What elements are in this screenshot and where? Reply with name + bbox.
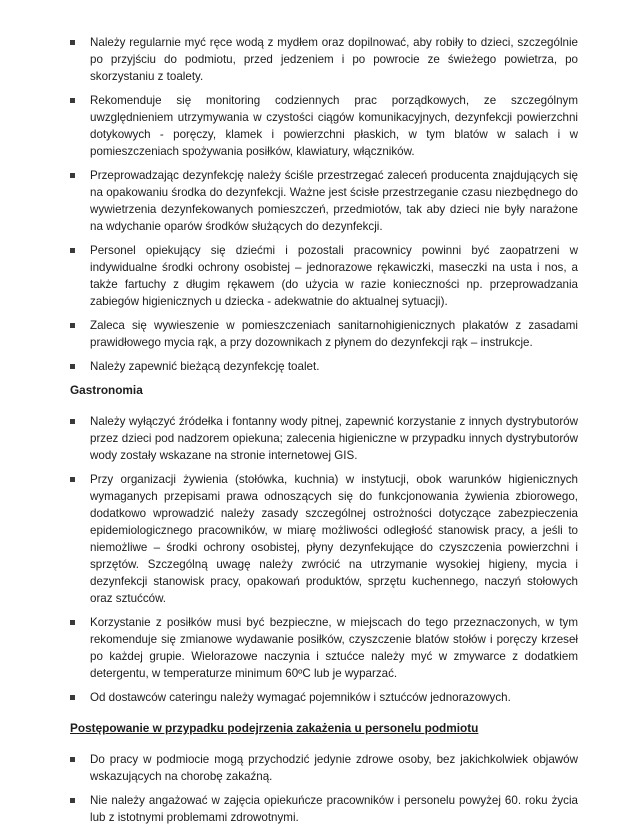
list-item: Należy wyłączyć źródełka i fontanny wody pitnej, zapewnić korzystanie z innych dystrybutorów przez dzieci pod nadzorem opiekuna; zalecenia higieniczne w przypadku innych dystrybutorów wody zostały wskazane na stronie internetowej GIS. [0,413,640,464]
hygiene-list [0,34,640,375]
list-item: Do pracy w podmiocie mogą przychodzić jedynie zdrowe osoby, bez jakichkolwiek objawów wskazujących na chorobę zakaźną. [0,751,640,785]
bullet-icon [70,620,75,625]
bullet-icon [70,757,75,762]
list-item: Personel opiekujący się dziećmi i pozostali pracownicy powinni być zaopatrzeni w indywidualne środki ochrony osobistej – jednorazowe rękawiczki, maseczki na usta i nos, a także fartuchy z długim rękawem (do użycia w razie konieczności np. przeprowadzania zabiegów higienicznych u dziecka - adekwatnie do aktualnej sytuacji). [0,242,640,310]
bullet-icon [70,40,75,45]
bullet-icon [70,173,75,178]
gastronomy-list [0,413,640,706]
bullet-icon [70,798,75,803]
list-item: Należy zapewnić bieżącą dezynfekcję toalet. [0,358,640,375]
list-item: Przeprowadzając dezynfekcję należy ściśle przestrzegać zaleceń producenta znajdujących się na opakowaniu środka do dezynfekcji. Ważne jest ścisłe przestrzeganie czasu niezbędnego do wywietrzenia dezynfekowanych pomieszczeń, przedmiotów, tak aby dzieci nie były narażone na wdychanie oparów środków służących do dezynfekcji. [0,167,640,235]
staff-list [0,751,640,826]
list-item: Rekomenduje się monitoring codziennych prac porządkowych, ze szczególnym uwzględnieniem utrzymywania w czystości ciągów komunikacyjnych, dezynfekcji powierzchni dotykowych - poręczy, klamek i powierzchni płaskich, w tym blatów w salach i w pomieszczeniach spożywania posiłków, klawiatury, włączników. [0,92,640,160]
list-item: Od dostawców cateringu należy wymagać pojemników i sztućców jednorazowych. [0,689,640,706]
bullet-icon [70,695,75,700]
bullet-icon [70,364,75,369]
section-heading-postepowanie: Postępowanie w przypadku podejrzenia zakażenia u personelu podmiotu [70,721,479,735]
list-item: Nie należy angażować w zajęcia opiekuńcze pracowników i personelu powyżej 60. roku życia lub z istotnymi problemami zdrowotnymi. [0,792,640,826]
bullet-icon [70,248,75,253]
bullet-icon [70,323,75,328]
list-item: Zaleca się wywieszenie w pomieszczeniach sanitarnohigienicznych plakatów z zasadami prawidłowego mycia rąk, a przy dozownikach z płynem do dezynfekcji rąk – instrukcje. [0,317,640,351]
list-item: Przy organizacji żywienia (stołówka, kuchnia) w instytucji, obok warunków higienicznych wymaganych przepisami prawa odnoszących się do funkcjonowania żywienia zbiorowego, dodatkowo wprowadzić należy zasady szczególnej ostrożności dotyczące zabezpieczenia epidemiologicznego pracowników, w miarę możliwości odległość stanowisk pracy, a jeśli to niemożliwe – środki ochrony osobistej, płyny dezynfekujące do czyszczenia powierzchni i sprzętów. Szczególną uwagę należy zwrócić na utrzymanie wysokiej higieny, mycia i dezynfekcji stanowisk pracy, opakowań produktów, sprzętu kuchennego, naczyń stołowych oraz sztućców. [0,471,640,607]
bullet-icon [70,98,75,103]
bullet-icon [70,477,75,482]
section-heading-gastronomia: Gastronomia [70,383,143,397]
bullet-icon [70,419,75,424]
list-item: Należy regularnie myć ręce wodą z mydłem oraz dopilnować, aby robiły to dzieci, szczególnie po przyjściu do podmiotu, przed jedzeniem i po powrocie ze świeżego powietrza, po skorzystaniu z toalety. [0,34,640,85]
list-item: Korzystanie z posiłków musi być bezpieczne, w miejscach do tego przeznaczonych, w tym rekomenduje się zmianowe wydawanie posiłków, czyszczenie blatów stołów i poręczy krzeseł po każdej grupie. Wielorazowe naczynia i sztućce należy myć w zmywarce z dodatkiem detergentu, w temperaturze minimum 60ºC lub je wyparzać. [0,614,640,682]
